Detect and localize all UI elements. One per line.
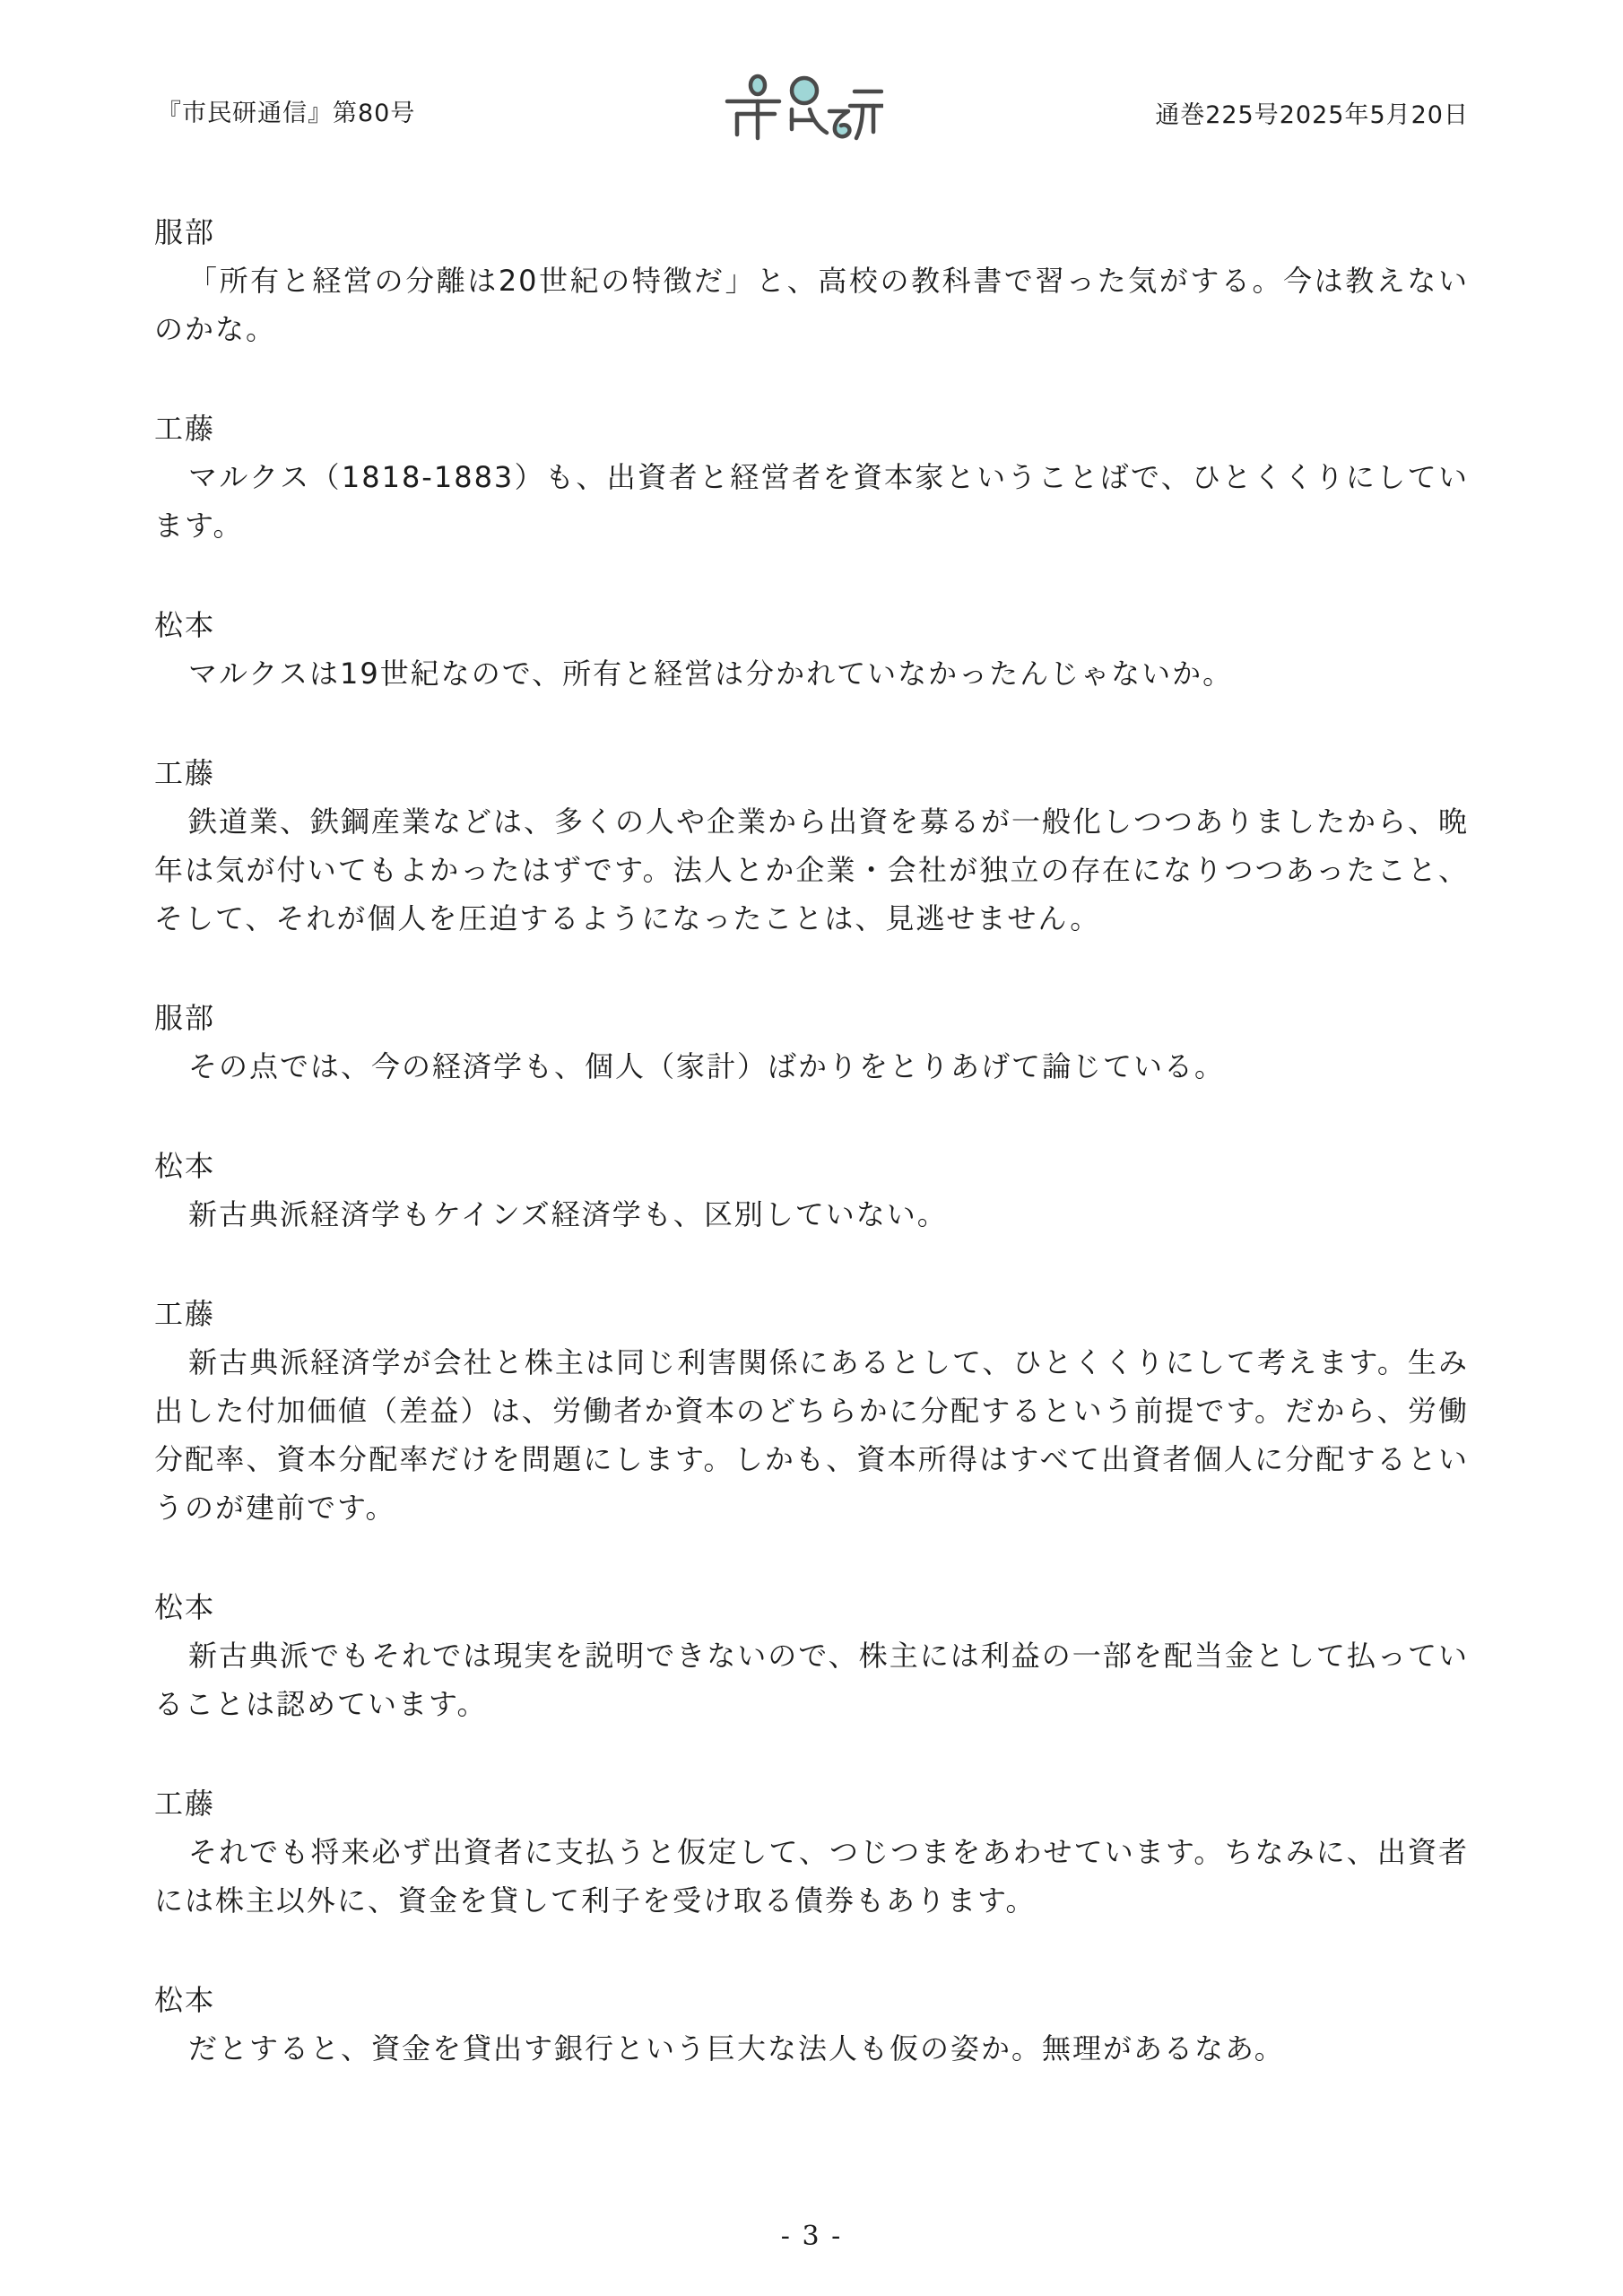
dialogue-block bbox=[154, 1976, 1469, 2073]
newsletter-issue-label: 『市民研通信』第80号 bbox=[157, 100, 416, 127]
dialogue-block bbox=[154, 1290, 1469, 1532]
page-number: - 3 - bbox=[780, 2221, 843, 2252]
speaker-name: 松本 bbox=[154, 1149, 216, 1183]
dialogue-block bbox=[154, 994, 1469, 1091]
logo-ken-leftstroke bbox=[856, 106, 863, 138]
speech-text: マルクス（1818-1883）も、出資者と経営者を資本家ということばで、ひとくくりにしています。 bbox=[154, 460, 1469, 543]
speaker-name: 松本 bbox=[154, 1983, 216, 2017]
shiminken-logo-icon bbox=[722, 72, 883, 142]
speech-text: 新古典派経済学が会社と株主は同じ利害関係にあるとして、ひとくくりにして考えます。生み出した付加価値（差益）は、労働者か資本のどちらかに分配するという前提です。だから、労働分配率、資本分配率だけを問題にします。しかも、資本所得はすべて出資者個人に分配するというのが建前です。 bbox=[154, 1345, 1469, 1525]
speaker-name: 工藤 bbox=[154, 412, 216, 446]
speaker-name: 工藤 bbox=[154, 1297, 216, 1331]
speaker-name: 松本 bbox=[154, 608, 216, 642]
dialogue-body bbox=[154, 208, 1469, 2124]
speech-text: 「所有と経営の分離は20世紀の特徴だ」と、高校の教科書で習った気がする。今は教えないのかな。 bbox=[154, 264, 1469, 346]
dialogue-block bbox=[154, 1779, 1469, 1925]
speech-text: 鉄道業、鉄鋼産業などは、多くの人や企業から出資を募るが一般化しつつありましたから、晩年は気が付いてもよかったはずです。法人とか企業・会社が独立の存在になりつつあったこと、そして、それが個人を圧迫するようになったことは、見逃せません。 bbox=[154, 804, 1470, 935]
speech-text: 新古典派でもそれでは現実を説明できないので、株主には利益の一部を配当金として払っていることは認めています。 bbox=[154, 1639, 1469, 1721]
dialogue-block bbox=[154, 208, 1469, 353]
dialogue-block bbox=[154, 601, 1469, 698]
dialogue-block bbox=[154, 1142, 1469, 1239]
speaker-name: 工藤 bbox=[154, 1787, 216, 1821]
speech-text: だとすると、資金を貸出す銀行という巨大な法人も仮の姿か。無理があるなあ。 bbox=[188, 2031, 1285, 2066]
speaker-name: 松本 bbox=[154, 1590, 216, 1624]
speech-text: マルクスは19世紀なので、所有と経営は分かれていなかったんじゃないか。 bbox=[188, 657, 1234, 691]
newsletter-volume-date: 通巻225号2025年5月20日 bbox=[1155, 101, 1469, 129]
speech-text: 新古典派経済学もケインズ経済学も、区別していない。 bbox=[188, 1197, 948, 1231]
speaker-name: 服部 bbox=[154, 1001, 216, 1035]
speech-text: それでも将来必ず出資者に支払うと仮定して、つじつまをあわせています。ちなみに、出資者には株主以外に、資金を貸して利子を受け取る債券もあります。 bbox=[154, 1835, 1469, 1918]
speaker-name: 工藤 bbox=[154, 756, 216, 790]
logo-min-head bbox=[792, 78, 817, 103]
speech-text: その点では、今の経済学も、個人（家計）ばかりをとりあげて論じている。 bbox=[188, 1049, 1226, 1083]
shiminken-logo bbox=[722, 72, 883, 142]
logo-shi-head bbox=[751, 76, 765, 94]
dialogue-block bbox=[154, 404, 1469, 550]
dialogue-block bbox=[154, 1583, 1469, 1728]
dialogue-block bbox=[154, 749, 1469, 943]
speaker-name: 服部 bbox=[154, 215, 216, 249]
